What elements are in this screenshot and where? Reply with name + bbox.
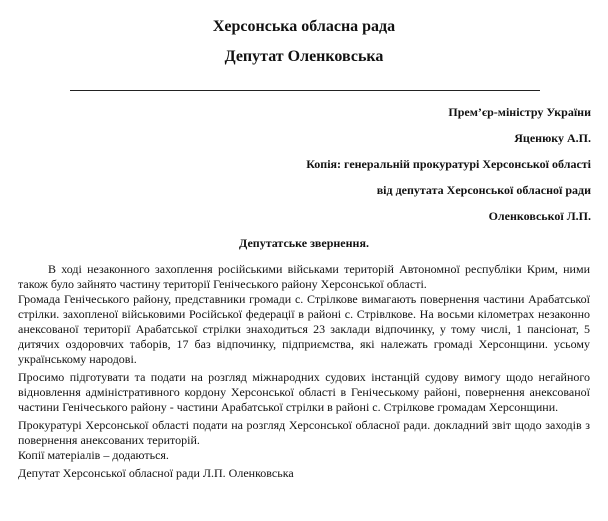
council-title: Херсонська обласна рада [212, 18, 396, 35]
body-paragraph-signature: Депутат Херсонської обласної ради Л.П. Оленковська [18, 466, 294, 480]
body-paragraph-prosecutor: Прокуратурі Херсонської області подати на розгляд Херсонської обласної ради. докладний звіт щодо заходів з повернення анексованих територій. [18, 418, 590, 447]
body-paragraph-attachments: Копії матеріалів – додаються. [18, 448, 169, 462]
addressee-copy: Копія: генеральній прокуратурі Херсонської області [306, 157, 591, 171]
sender-name: Оленковської Л.П. [488, 209, 591, 223]
body-paragraph-request: Просимо підготувати та подати на розгляд міжнародних судових інстанцій судову вимогу щодо негайного відновлення адміністративного кордону Херсонської області в Генічеському районі, повернення анексованої частини Генічеського району - частини Арабатської стрілки в районі с. Стрілкове громадам Херсонщини. [18, 370, 590, 414]
body-paragraph-intro: В ході незаконного захоплення російськими військами територій Автономної республіки Крим, ними також було зайнято частину території Генічеського району Херсонської області. [18, 262, 590, 291]
body-paragraph-demand: Громада Генічеського району, представники громади с. Стрілкове вимагають повернення частини Арабатської стрілки. захопленої військовими Російської федерації в районі с. Стрівлкове. На восьми кілометрах незаконно анексованої території Арабатської стрілки знаходиться 23 заклади відпочинку, у тому числі, 1 пансіонат, 5 дитячих оздоровчих таборів, 17 баз відпочинку, підприємства, які належать громаді Херсонщини. усьому українському народові. [18, 292, 590, 366]
addressee-position: Прем’єр-міністру України [448, 105, 591, 119]
document-body [18, 262, 590, 481]
header-divider [70, 90, 540, 91]
sender-position: від депутата Херсонської обласної ради [376, 183, 591, 197]
addressee-name: Яценюку А.П. [514, 131, 591, 145]
deputy-title: Депутат Оленковська [224, 48, 384, 65]
document-heading: Депутатське звернення. [239, 236, 369, 250]
